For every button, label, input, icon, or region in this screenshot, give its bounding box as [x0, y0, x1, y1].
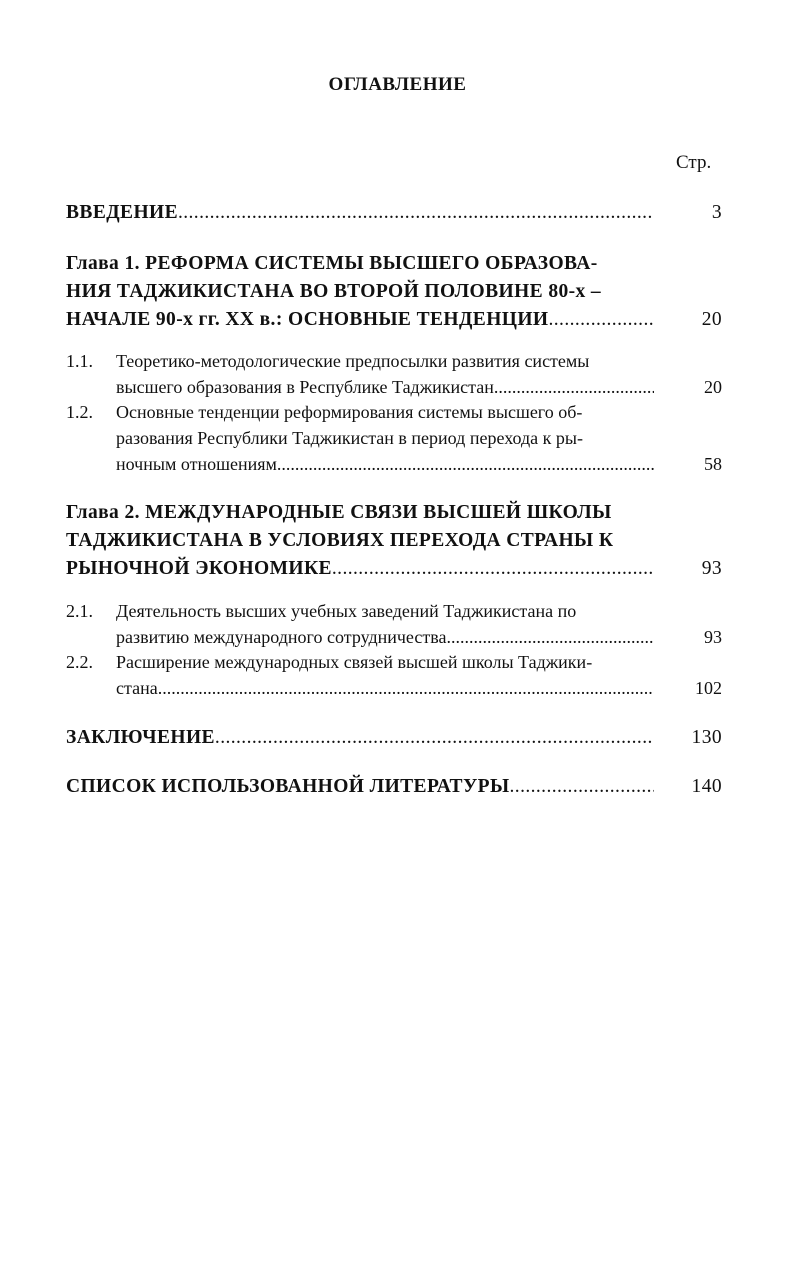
- entry-label: СПИСОК ИСПОЛЬЗОВАННОЙ ЛИТЕРАТУРЫ: [66, 776, 510, 797]
- dot-leader: [549, 306, 655, 334]
- page-number: 130: [691, 727, 722, 748]
- entry-label: ВВЕДЕНИЕ: [66, 202, 178, 223]
- page-number: 58: [704, 454, 722, 474]
- dot-leader: [215, 724, 654, 752]
- chapter-title-line: РЫНОЧНОЙ ЭКОНОМИКЕ: [66, 558, 332, 579]
- section-number: 2.2.: [66, 652, 93, 672]
- page-number: 20: [704, 377, 722, 397]
- toc-entry-chapter-1[interactable]: [66, 250, 722, 334]
- toc-entry-section-2-1[interactable]: [66, 598, 722, 650]
- section-title-line: Основные тенденции реформирования системы высшего об-: [116, 402, 583, 422]
- toc-title: ОГЛАВЛЕНИЕ: [328, 74, 467, 95]
- toc-entry-bibliography[interactable]: [66, 773, 722, 801]
- chapter-title-line: НАЧАЛЕ 90-х гг. XX в.: ОСНОВНЫЕ ТЕНДЕНЦИИ: [66, 309, 549, 330]
- toc-entry-section-1-2[interactable]: [66, 399, 722, 477]
- page-number: 140: [691, 776, 722, 797]
- section-title-line: развитию международного сотрудничества: [116, 627, 447, 647]
- section-title-line: разования Республики Таджикистан в период перехода к ры-: [116, 428, 583, 448]
- chapter-title-line: ТАДЖИКИСТАНА В УСЛОВИЯХ ПЕРЕХОДА СТРАНЫ К: [66, 530, 614, 551]
- dot-leader: [494, 374, 654, 400]
- dot-leader: [158, 675, 654, 701]
- toc-entry-introduction[interactable]: [66, 199, 722, 227]
- dot-leader: [510, 773, 654, 801]
- page-number: 20: [701, 309, 722, 330]
- section-title-line: Расширение международных связей высшей школы Таджики-: [116, 652, 593, 672]
- chapter-title-line: Глава 1. РЕФОРМА СИСТЕМЫ ВЫСШЕГО ОБРАЗОВА-: [66, 253, 598, 274]
- entry-label: ЗАКЛЮЧЕНИЕ: [66, 727, 215, 748]
- page-number: 102: [695, 678, 722, 698]
- section-title-line: Теоретико-методологические предпосылки развития системы: [116, 351, 590, 371]
- page-number: 3: [711, 202, 722, 223]
- toc-entry-conclusion[interactable]: [66, 724, 722, 752]
- section-title-line: высшего образования в Республике Таджикистан: [116, 377, 494, 397]
- toc-entry-section-1-1[interactable]: [66, 348, 722, 400]
- dot-leader: [446, 624, 654, 650]
- section-number: 2.1.: [66, 601, 93, 621]
- section-number: 1.2.: [66, 402, 93, 422]
- page-number: 93: [704, 627, 722, 647]
- section-number: 1.1.: [66, 351, 93, 371]
- dot-leader: [277, 451, 654, 477]
- page-number: 93: [701, 558, 722, 579]
- dot-leader: [178, 199, 654, 227]
- page-column-label: Стр.: [676, 152, 712, 173]
- toc-entry-section-2-2[interactable]: [66, 649, 722, 701]
- chapter-title-line: НИЯ ТАДЖИКИСТАНА ВО ВТОРОЙ ПОЛОВИНЕ 80-х –: [66, 281, 602, 302]
- section-title-line: стана: [116, 678, 158, 698]
- section-title-line: ночным отношениям: [116, 454, 277, 474]
- chapter-title-line: Глава 2. МЕЖДУНАРОДНЫЕ СВЯЗИ ВЫСШЕЙ ШКОЛЫ: [66, 502, 612, 523]
- dot-leader: [332, 555, 654, 583]
- section-title-line: Деятельность высших учебных заведений Таджикистана по: [116, 601, 577, 621]
- toc-entry-chapter-2[interactable]: [66, 499, 722, 583]
